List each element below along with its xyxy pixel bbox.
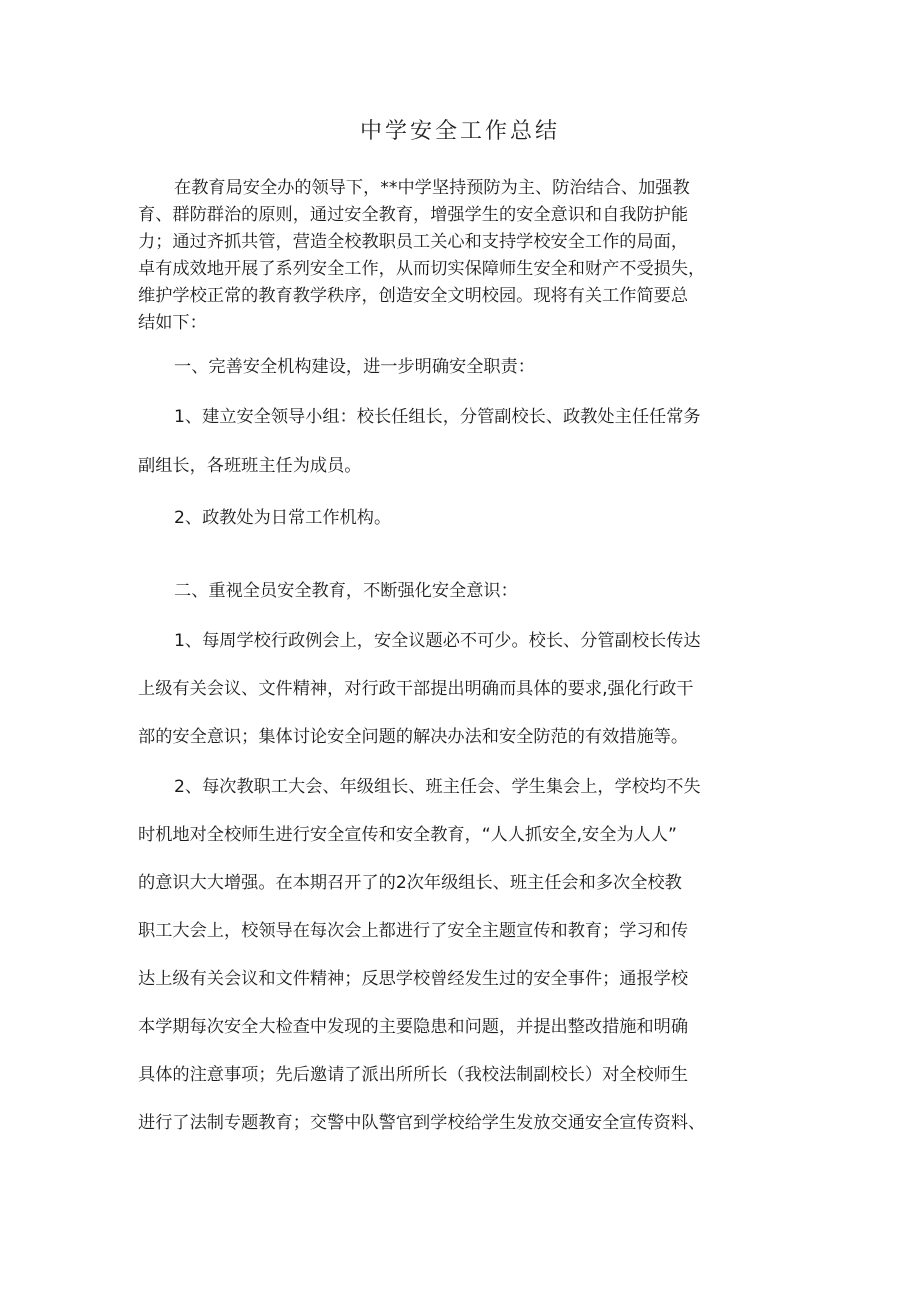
intro-line: 在教育局安全办的领导下，**中学坚持预防为主、防治结合、加强教	[174, 178, 690, 198]
section2-item2-line: 的意识大大增强。在本期召开了的2次年级组长、班主任会和多次全校教	[138, 873, 682, 893]
section2-item1-line: 1、每周学校行政例会上，安全议题必不可少。校长、分管副校长传达	[174, 631, 701, 651]
section2-item2-line: 职工大会上，校领导在每次会上都进行了安全主题宣传和教育；学习和传	[138, 921, 689, 941]
intro-line: 育、群防群治的原则，通过安全教育，增强学生的安全意识和自我防护能	[138, 205, 689, 225]
section2-item2-line: 2、每次教职工大会、年级组长、班主任会、学生集会上，学校均不失	[174, 777, 701, 797]
section2-item2-line: 本学期每次安全大检查中发现的主要隐患和问题，并提出整改措施和明确	[138, 1017, 689, 1037]
section2-item1-line: 上级有关会议、文件精神，对行政干部提出明确而具体的要求,强化行政干	[138, 679, 694, 699]
intro-line: 卓有成效地开展了系列安全工作，从而切实保障师生安全和财产不受损失，	[138, 259, 706, 279]
section-heading: 二、重视全员安全教育，不断强化安全意识：	[174, 581, 518, 601]
section2-item2-line: 具体的注意事项；先后邀请了派出所所长（我校法制副校长）对全校师生	[138, 1065, 689, 1085]
intro-line: 维护学校正常的教育教学秩序，创造安全文明校园。现将有关工作简要总	[138, 286, 689, 306]
section1-item1-line: 副组长，各班班主任为成员。	[138, 456, 362, 476]
section2-item2-line: 达上级有关会议和文件精神；反思学校曾经发生过的安全事件；通报学校	[138, 969, 689, 989]
section2-item2-line: 时机地对全校师生进行安全宣传和安全教育，“人人抓安全,安全为人人”	[138, 825, 677, 845]
page-title: 中学安全工作总结	[359, 119, 560, 144]
section1-item1-line: 1、建立安全领导小组：校长任组长，分管副校长、政教处主任任常务	[174, 407, 701, 427]
section2-item1-line: 部的安全意识；集体讨论安全问题的解决办法和安全防范的有效措施等。	[138, 727, 689, 747]
section1-item2: 2、政教处为日常工作机构。	[174, 508, 392, 528]
intro-line: 力；通过齐抓共管，营造全校教职员工关心和支持学校安全工作的局面，	[138, 232, 689, 252]
section2-item2-line: 进行了法制专题教育；交警中队警官到学校给学生发放交通安全宣传资料、	[138, 1113, 706, 1133]
intro-line: 结如下：	[138, 313, 207, 333]
section-heading: 一、完善安全机构建设，进一步明确安全职责：	[174, 357, 535, 377]
